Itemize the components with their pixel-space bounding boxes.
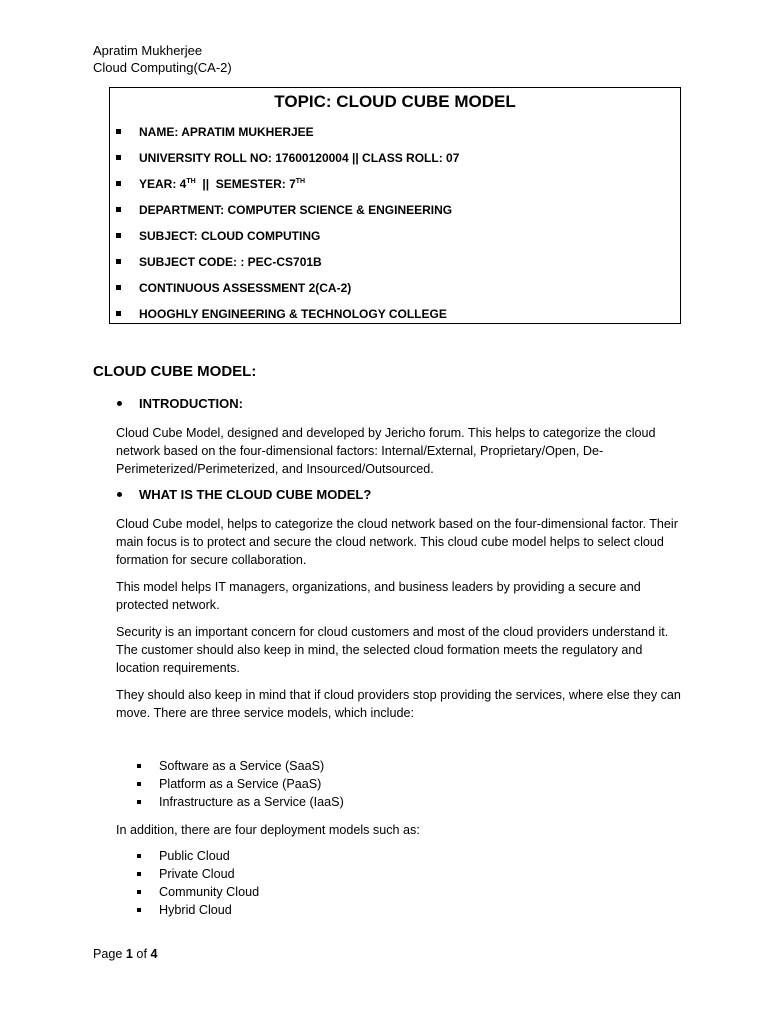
square-bullet-icon — [137, 872, 141, 876]
what-paragraph-4: They should also keep in mind that if cloud providers stop providing the services, where else they can move. There are three service models, which include: — [116, 688, 681, 720]
square-bullet-icon — [116, 181, 121, 186]
info-subject-code-text: SUBJECT CODE: : PEC-CS701B — [139, 255, 322, 269]
semester-superscript: TH — [295, 178, 306, 185]
header-course: Cloud Computing(CA-2) — [93, 60, 232, 75]
deployment-model-text: Community Cloud — [159, 885, 260, 899]
list-item — [137, 793, 344, 811]
square-bullet-icon — [116, 233, 121, 238]
deployment-model-text: Private Cloud — [159, 867, 235, 881]
footer-page-total: 4 — [150, 947, 158, 961]
year-superscript: TH — [186, 178, 196, 185]
info-item-year — [116, 177, 305, 191]
deployment-model-text: Hybrid Cloud — [159, 903, 232, 917]
header-author: Apratim Mukherjee — [93, 43, 203, 58]
page-footer — [93, 947, 157, 961]
topic-title: TOPIC: CLOUD CUBE MODEL — [274, 92, 516, 111]
footer-of-word: of — [132, 947, 151, 961]
list-item — [137, 865, 259, 883]
service-models-list — [137, 757, 344, 811]
info-item-name — [116, 125, 314, 139]
what-heading-text: WHAT IS THE CLOUD CUBE MODEL? — [139, 487, 372, 502]
info-semester-text: || SEMESTER: 7 — [195, 177, 296, 191]
info-name-text: NAME: APRATIM MUKHERJEE — [139, 125, 314, 139]
square-bullet-icon — [137, 764, 141, 768]
footer-page-word: Page — [93, 947, 126, 961]
info-roll-text: UNIVERSITY ROLL NO: 17600120004 || CLASS ROLL: 07 — [139, 151, 460, 165]
section-heading: CLOUD CUBE MODEL: — [93, 363, 257, 380]
square-bullet-icon — [137, 854, 141, 858]
list-item — [137, 883, 259, 901]
intro-heading — [117, 396, 243, 411]
student-info-box — [109, 87, 681, 324]
service-model-text: Software as a Service (SaaS) — [159, 759, 325, 773]
square-bullet-icon — [116, 311, 121, 316]
info-item-roll — [116, 151, 459, 165]
square-bullet-icon — [116, 129, 121, 134]
deployment-model-text: Public Cloud — [159, 849, 230, 863]
deployment-intro: In addition, there are four deployment models such as: — [116, 823, 420, 837]
footer-page-number: 1 — [125, 947, 133, 961]
list-item — [137, 775, 344, 793]
page-header — [93, 42, 232, 76]
round-bullet-icon — [117, 401, 122, 406]
info-year-text: YEAR: 4 — [139, 177, 187, 191]
info-item-college — [116, 307, 447, 321]
square-bullet-icon — [116, 207, 121, 212]
what-paragraph-1: Cloud Cube model, helps to categorize the cloud network based on the four-dimensional factor. Their main focus is to protect and secure the cloud network. This cloud cube model helps to select cloud formation for secure collaboration. — [116, 517, 678, 567]
list-item — [137, 847, 259, 865]
info-assessment-text: CONTINUOUS ASSESSMENT 2(CA-2) — [139, 281, 352, 295]
info-college-text: HOOGHLY ENGINEERING & TECHNOLOGY COLLEGE — [139, 307, 447, 321]
square-bullet-icon — [116, 155, 121, 160]
square-bullet-icon — [116, 285, 121, 290]
what-paragraph-3: Security is an important concern for cloud customers and most of the cloud providers understand it. The customer should also keep in mind, the selected cloud formation meets the regulatory and location requirements. — [116, 625, 669, 675]
info-department-text: DEPARTMENT: COMPUTER SCIENCE & ENGINEERING — [139, 203, 453, 217]
info-item-subject — [116, 229, 320, 243]
info-item-assessment — [116, 281, 351, 295]
service-model-text: Platform as a Service (PaaS) — [159, 777, 322, 791]
deployment-models-list — [137, 847, 259, 919]
square-bullet-icon — [116, 259, 121, 264]
what-paragraph-2: This model helps IT managers, organizations, and business leaders by providing a secure and protected network. — [116, 580, 641, 612]
info-item-department — [116, 203, 452, 217]
info-subject-text: SUBJECT: CLOUD COMPUTING — [139, 229, 321, 243]
intro-paragraph: Cloud Cube Model, designed and developed by Jericho forum. This helps to categorize the cloud network based on the four-dimensional factors: Internal/External, Proprietary/Open, De-Perimeterized/Perimeterized, and Insourced/Outsourced. — [116, 426, 656, 476]
square-bullet-icon — [137, 800, 141, 804]
square-bullet-icon — [137, 908, 141, 912]
list-item — [137, 901, 259, 919]
list-item — [137, 757, 344, 775]
square-bullet-icon — [137, 782, 141, 786]
info-item-subject-code — [116, 255, 322, 269]
service-model-text: Infrastructure as a Service (IaaS) — [159, 795, 344, 809]
intro-heading-text: INTRODUCTION: — [139, 396, 243, 411]
square-bullet-icon — [137, 890, 141, 894]
what-heading — [117, 487, 371, 502]
round-bullet-icon — [117, 492, 122, 497]
